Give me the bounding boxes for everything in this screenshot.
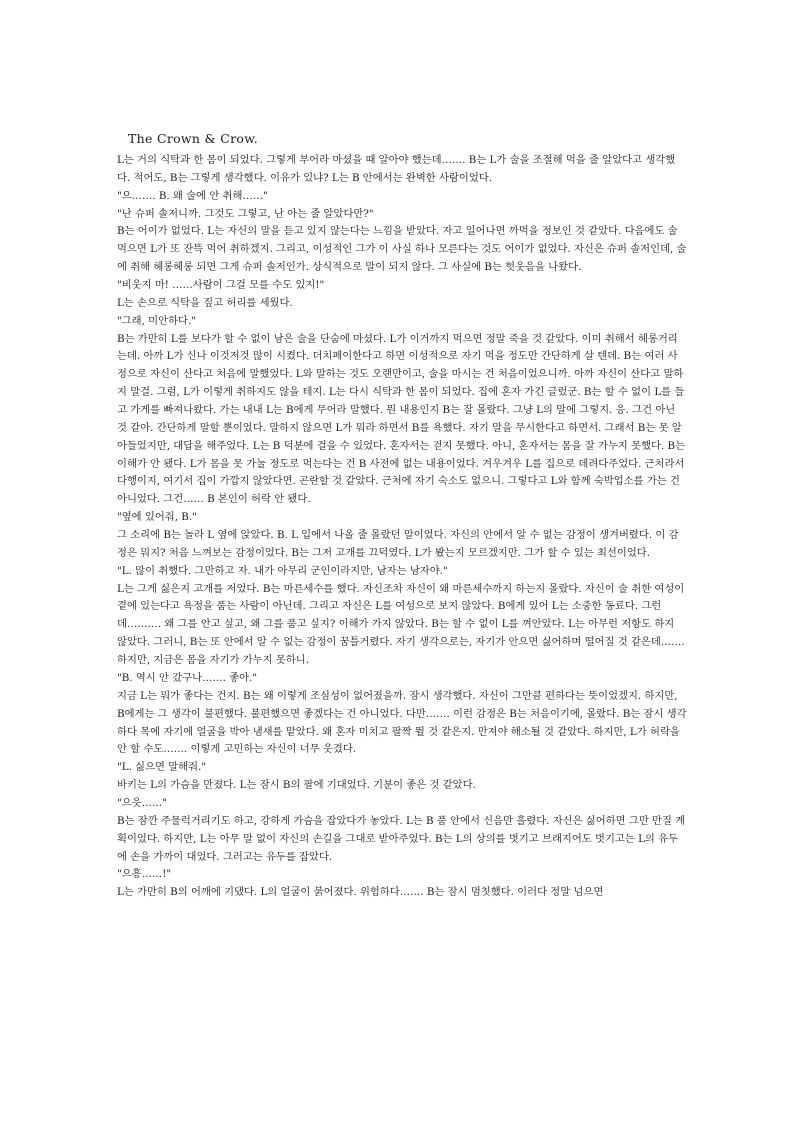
dialogue-line: "으……. B. 왜 술에 안 취해……" bbox=[117, 189, 268, 202]
paragraph: B는 잠깐 주물럭거리기도 하고, 강하게 가슴을 잡았다가 놓았다. L는 B 품 안에서 신음만 흘렸다. 자신은 싫어하면 그만 만질 계획이었다. 하지만, L는 아무 말 없이 자신의 손길을 그대로 받아주었다. B는 L의 상의를 벗기고 브래지어도 벗기고는 L의 유두에 손을 가까이 대었다. 그러고는 유두를 잡았다. bbox=[117, 814, 686, 863]
paragraph: L는 가만히 B의 어깨에 기댔다. L의 얼굴이 붉어졌다. 위험하다……. B는 잠시 멈칫했다. 이러다 정말 넘으면 bbox=[117, 886, 604, 899]
dialogue-line: "으흥……!" bbox=[117, 868, 172, 881]
story-title: The Crown & Crow. bbox=[128, 131, 259, 146]
paragraph: 바키는 L의 가슴을 만졌다. L는 잠시 B의 팔에 기대었다. 기분이 좋은 것 같았다. bbox=[117, 779, 476, 792]
dialogue-line: "난 슈퍼 솔저니까. 그것도 그렇고, 난 아는 줄 알았다만?" bbox=[117, 207, 374, 220]
dialogue-line: "L. 많이 취했다. 그만하고 자. 내가 아무리 군인이라지만, 남자는 남자야." bbox=[117, 564, 448, 577]
dialogue-line: "비웃지 마! ……사람이 그걸 모를 수도 있지!" bbox=[117, 279, 325, 292]
paragraph: L는 그게 싫은지 고개를 저었다. B는 마른세수를 했다. 자신조차 자신이 왜 마른세수까지 하는지 몰랐다. 자신이 술 취한 여성이 곁에 있는다고 욕정을 품는 사람이 아닌데. 그리고 자신은 L를 여성으로 보지 않았다. B에게 있어 L는 소중한 동료다. 그런데………. 왜 그를 안고 싶고, 왜 그를 품고 싶지? 이해가 가지 않았다. B는 할 수 없이 L를 껴안았다. L는 아무런 저항도 하지 않았다. 그러니, B는 또 안에서 알 수 없는 감정이 꿈틀거렸다. 자기 생각으로는, 자기가 안으면 싫어하며 떨어질 것 같은데……. 하지만, 지금은 몸을 자기가 가누지 못하니. bbox=[117, 582, 685, 667]
paragraph: L는 손으로 식탁을 짚고 허리를 세웠다. bbox=[117, 296, 293, 309]
dialogue-line: "그래, 미안하다." bbox=[117, 314, 196, 327]
paragraph: 그 소리에 B는 놀라 L 옆에 앉았다. B. L 입에서 나올 줄 몰랐던 말이었다. 자신의 안에서 알 수 없는 감정이 생겨버렸다. 이 감정은 뭐지? 처음 느껴보는 감정이었다. B는 그저 고개를 끄덕였다. L가 봤는지 모르겠지만. 그가 할 수 있는 최선이었다. bbox=[117, 529, 679, 559]
dialogue-line: "옆에 있어줘, B." bbox=[117, 511, 197, 524]
story-body bbox=[117, 152, 687, 902]
dialogue-line: "으읏……" bbox=[117, 796, 167, 809]
paragraph: B는 어이가 없었다. L는 자신의 말을 듣고 있지 않는다는 느낌을 받았다. 자고 일어나면 까먹을 정보인 것 같았다. 다음에도 술 먹으면 L가 또 잔뜩 먹어 취하겠지. 그리고, 이성적인 그가 이 사실 하나 모른다는 것도 어이가 없었다. 자신은 슈퍼 솔저인데, 술에 취해 헤롱헤롱 되면 그게 슈퍼 솔저인가. 상식적으로 말이 되지 않다. 그 사실에 B는 헛웃음을 나왔다. bbox=[117, 225, 687, 274]
dialogue-line: "B. 역시 안 갔구나……. 좋아." bbox=[117, 671, 258, 684]
paragraph: 지금 L는 뭐가 좋다는 건지. B는 왜 이렇게 조심성이 없어졌을까. 잠시 생각했다. 자신이 그만큼 편하다는 뜻이었겠지. 하지만, B에게는 그 생각이 불편했다. 불편했으면 좋겠다는 건 아니었다. 다만……. 이런 감정은 B는 처음이기에, 몰랐다. B는 잠시 생각하다 목에 자기에 얼굴을 박아 냄새를 맡았다. 왜 혼자 미치고 팔짝 뛸 것 같은지. 만져야 해소될 것 같았다. 하지만, L가 허락을 안 할 수도……. 이렇게 고민하는 자신이 너무 웃겼다. bbox=[117, 689, 687, 756]
paragraph: L는 거의 식탁과 한 몸이 되었다. 그렇게 부어라 마셨을 때 알아야 했는데……. B는 L가 술을 조절해 먹을 줄 알았다고 생각했다. 적어도, B는 그렇게 생각했다. 이유가 있냐? L는 B 안에서는 완벽한 사람이었다. bbox=[117, 154, 676, 184]
paragraph: B는 가만히 L를 보다가 할 수 없이 남은 술을 단숨에 마셨다. L가 이거까지 먹으면 정말 죽을 것 같았다. 이미 취해서 헤롱거리는데. 아까 L가 신나 이것저것 많이 시켰다. 더치페이한다고 하면 이성적으로 자기 먹을 정도만 간단하게 살 텐데. B는 여러 사정으로 자신이 산다고 처음에 말했었다. L와 말하는 것도 오랜만이고, 술을 마시는 건 처음이었으니까. 아까 자신이 산다고 말하지 말걸. 그럼, L가 이렇게 취하지도 않을 테지. L는 다시 식탁과 한 몸이 되었다. 집에 혼자 가긴 글렀군. B는 할 수 없이 L를 들고 가게를 빠져나왔다. 가는 내내 L는 B에게 무어라 말했다. 뭔 내용인지 B는 잘 몰랐다. 그냥 L의 말에 그렇지. 응. 그건 아닌 것 같아. 간단하게 말할 뿐이었다. 말하지 않으면 L가 뭐라 하면서 B를 욕했다. 자기 말을 무시한다고 하면서. 그래서 B는 못 알아들었지만, 대답을 해주었다. L는 B 덕분에 걸을 수 있었다. 혼자서는 걷지 못했다. 아니, 혼자서는 몸을 잘 가누지 못했다. B는 이해가 안 됐다. L가 몸을 못 가눌 정도로 먹는다는 건 B 사전에 없는 내용이었다. 겨우겨우 L를 집으로 데려다주었다. 근처라서 다행이지, 여기서 집이 가깝지 않았다면. 곤란할 것 같았다. 근처에 자기 숙소도 없으니. 그렇다고 L와 함께 숙박업소를 가는 건 아니었다. 그건…… B 본인이 허락 안 됐다. bbox=[117, 332, 686, 506]
dialogue-line: "L. 싫으면 말해줘." bbox=[117, 761, 207, 774]
